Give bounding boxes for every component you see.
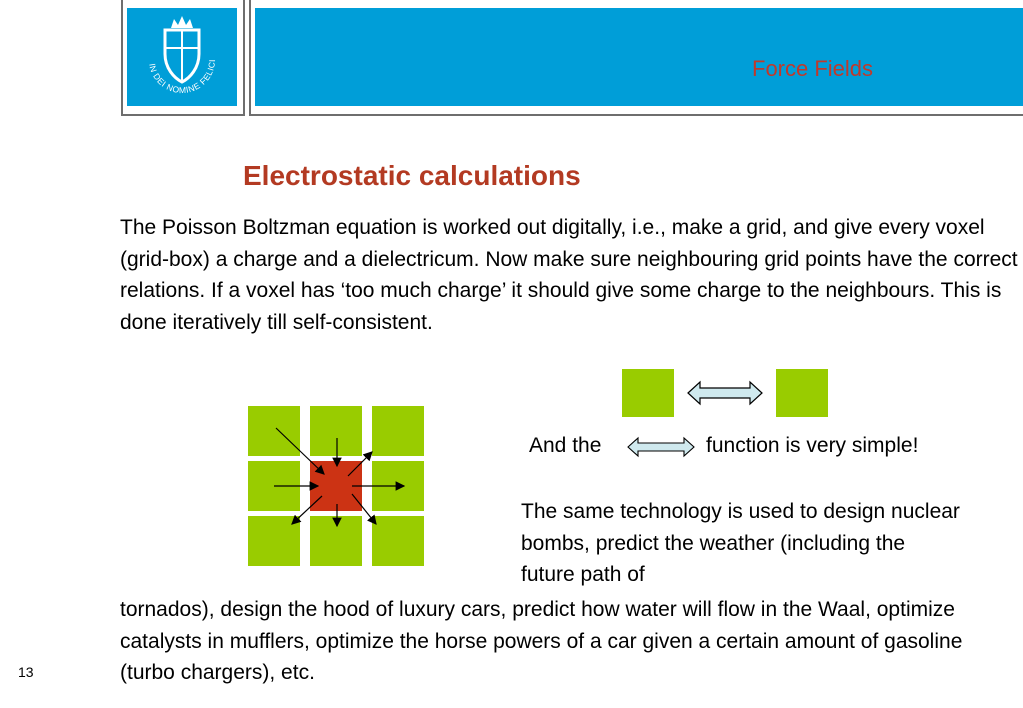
logo-motto: IN DEI NOMINE FELICI (147, 58, 218, 96)
caption-function-simple: function is very simple! (706, 434, 919, 457)
header-title: Force Fields (752, 56, 874, 81)
charge-flow-arrows (248, 404, 424, 566)
inline-double-arrow-icon (626, 436, 696, 458)
technology-paragraph-bottom: tornados), design the hood of luxury cars, predict how water will flow in the Waal, optimize catalysts in mufflers, optimize the horse powers of a car given a certain amount of gasoline (turbo chargers), etc. (120, 598, 963, 684)
caption-and-the: And the (529, 434, 602, 457)
voxel-right (776, 369, 828, 417)
seal-icon (127, 8, 237, 106)
technology-paragraph-top: The same technology is used to design nuclear bombs, predict the weather (including the future path of (521, 500, 960, 586)
slide-heading: Electrostatic calculations (243, 160, 581, 191)
svg-text:IN DEI NOMINE FELICITER (127, 8, 217, 95)
intro-paragraph: The Poisson Boltzman equation is worked out digitally, i.e., make a grid, and give every voxel (grid-box) a charge and a dielectricum. Now make sure neighbouring grid points have the correct relations. If a voxel has ‘too much charge’ it should give some charge to the neighbours. This is done iteratively till self-consistent. (120, 216, 1018, 334)
university-logo (127, 8, 237, 106)
slide-number: 13 (18, 664, 34, 680)
voxel-grid-diagram (248, 404, 424, 566)
voxel-left (622, 369, 674, 417)
header-banner (255, 8, 1023, 106)
double-arrow-icon (686, 380, 764, 406)
